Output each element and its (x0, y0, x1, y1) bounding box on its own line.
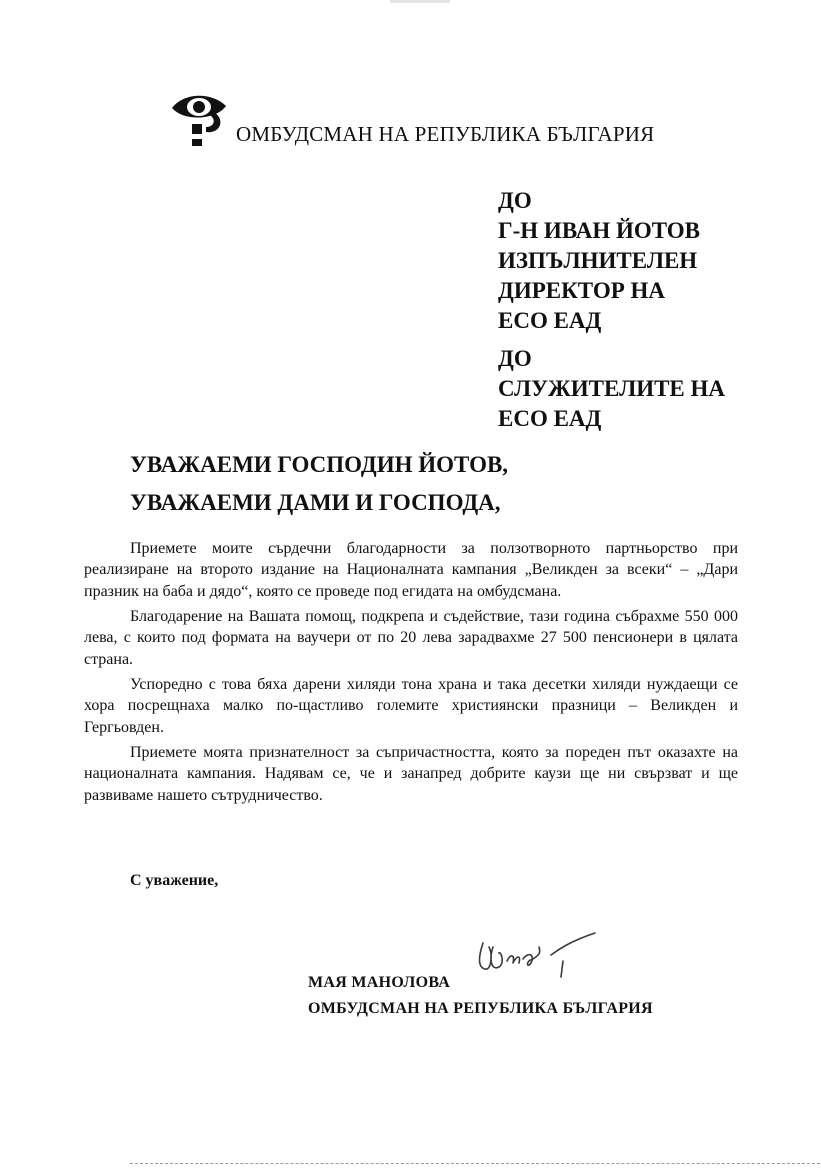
salutation-line: УВАЖАЕМИ ГОСПОДИН ЙОТОВ, (130, 452, 509, 477)
scan-artifact-top (390, 0, 450, 3)
body-paragraph: Благодарение на Вашата помощ, подкрепа и съдействие, тази година събрахме 550 000 лева, с които под формата на ваучери от по 20 лева зарадвахме 27 500 пенсионери в цялата страна. (84, 607, 738, 668)
organization-name: ОМБУДСМАН НА РЕПУБЛИКА БЪЛГАРИЯ (236, 122, 655, 146)
salutation-line: УВАЖАЕМИ ДАМИ И ГОСПОДА, (130, 490, 501, 515)
body-paragraph: Успоредно с това бяха дарени хиляди тона храна и така десетки хиляди нуждаещи се хора посрещнаха малко по-щастливо големите християнски празници – Великден и Гергьовден. (84, 675, 738, 736)
addressee-line: ИЗПЪЛНИТЕЛЕН (498, 248, 698, 273)
scan-artifact-bottom (130, 1163, 820, 1165)
addressee-director (498, 186, 700, 336)
signer-name: МАЯ МАНОЛОВА (308, 974, 451, 991)
body-paragraph: Приемете моите сърдечни благодарности за ползотворното партньорство при реализиране на второто издание на Националната кампания „Великден за всеки“ – „Дари празник на баба и дядо“, която се проведе под егидата на омбудсмана. (84, 540, 738, 600)
addressee-line: ЕСО ЕАД (498, 308, 602, 333)
addressee-line: СЛУЖИТЕЛИТЕ НА (498, 376, 726, 401)
ombudsman-logo-icon (166, 86, 230, 150)
addressee-line: Г-Н ИВАН ЙОТОВ (498, 218, 701, 243)
signer-title: ОМБУДСМАН НА РЕПУБЛИКА БЪЛГАРИЯ (308, 1000, 653, 1017)
addressee-employees (498, 344, 725, 434)
handwritten-signature (455, 925, 605, 995)
addressee-line: ДО (498, 346, 532, 371)
addressee-line: ЕСО ЕАД (498, 406, 602, 431)
addressee-line: ДО (498, 188, 532, 213)
addressee-line: ДИРЕКТОР НА (498, 278, 666, 303)
letter-body (84, 538, 738, 810)
body-paragraph: Приемете моята признателност за съпричастността, която за пореден път оказахте на националната кампания. Надявам се, че и занапред добрите каузи ще ни свързват и ще развиваме нашето сътрудничество. (84, 743, 738, 804)
closing-regards: С уважение, (130, 872, 219, 889)
